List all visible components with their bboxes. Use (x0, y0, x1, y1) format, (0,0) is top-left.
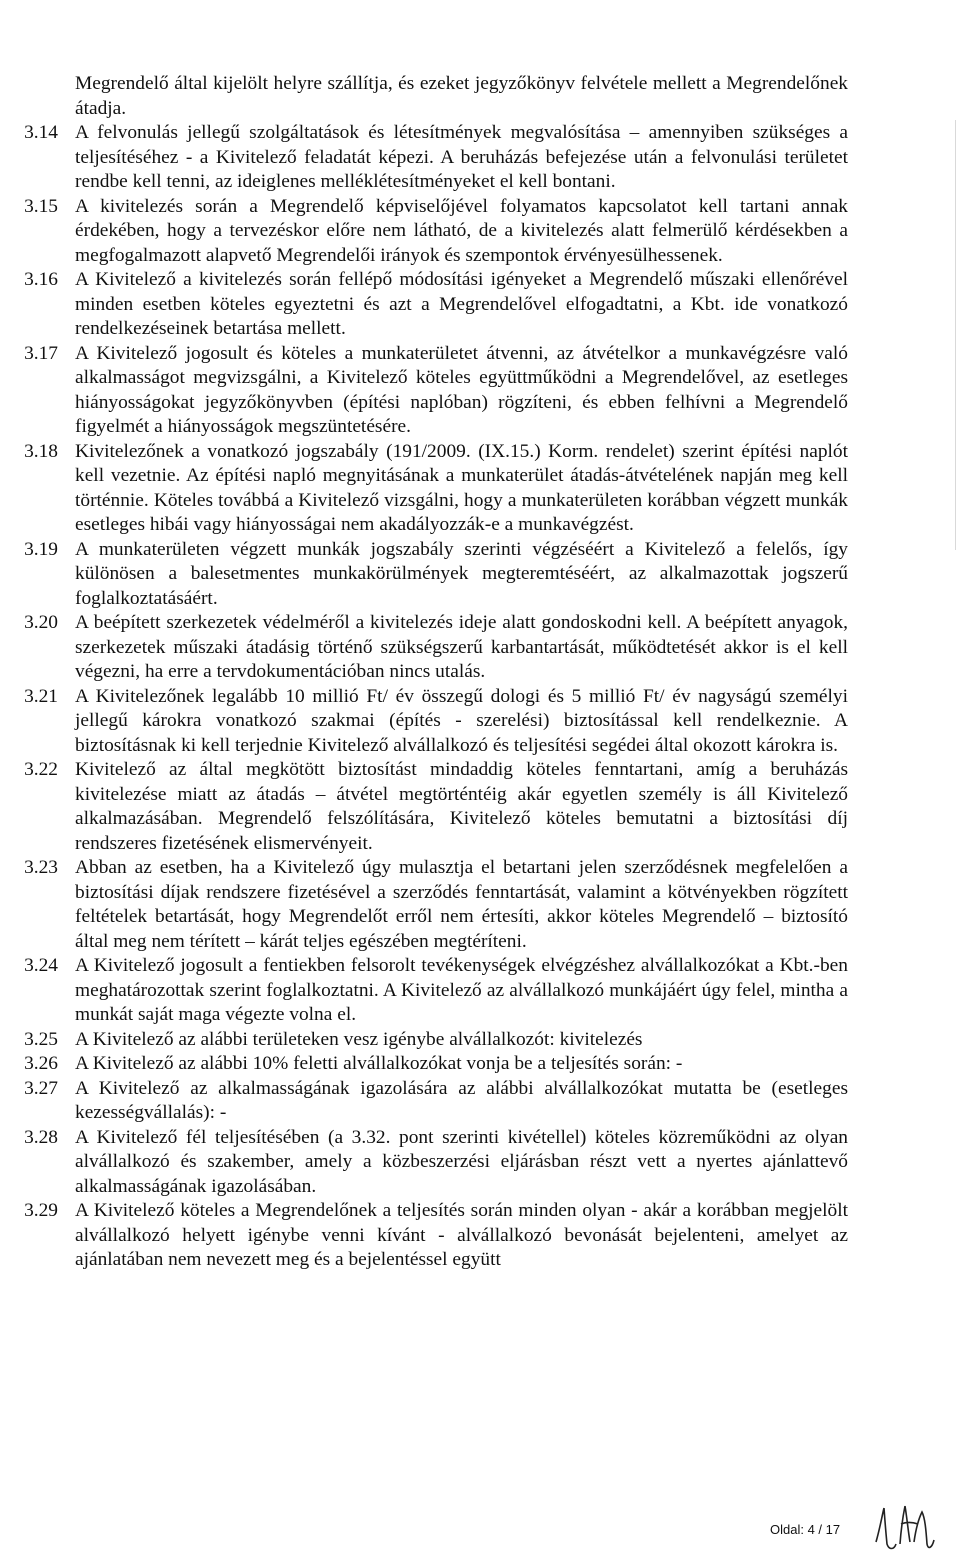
clause-item (18, 685, 848, 759)
clause-item (18, 954, 848, 1028)
clause-text: A Kivitelező jogosult a fentiekben felsorolt tevékenységek elvégzéshez alvállalkozókat a Kbt.-ben meghatározottak szerint foglalkoztatni. A Kivitelező az alvállalkozó munkájáért úgy felel, mintha a munkát saját maga végezte volna el. (75, 955, 848, 1025)
clause-item (18, 268, 848, 342)
clause-number: 3.15 (24, 195, 58, 217)
clause-item (18, 856, 848, 954)
clause-item (18, 1052, 848, 1077)
clause-item (18, 758, 848, 856)
clause-item (18, 611, 848, 685)
clause-item (18, 538, 848, 612)
page-number: Oldal: 4 / 17 (770, 1522, 841, 1537)
clause-number: 3.29 (24, 1200, 58, 1221)
clause-text: A Kivitelező a kivitelezés során fellépő módosítási igényeket a Megrendelő műszaki ellenőrével minden esetben köteles egyeztetni és azt a Megrendelővel elfogadtatni, a Kbt. ide vonatkozó rendelkezéseinek betartása mellett. (75, 269, 848, 339)
clause-item (18, 1199, 848, 1273)
clause-item (18, 121, 848, 195)
clause-number: 3.20 (24, 612, 58, 633)
clause-number: 3.26 (24, 1053, 58, 1074)
clause-number: 3.23 (24, 857, 58, 878)
clause-text: A Kivitelezőnek legalább 10 millió Ft/ év összegű dologi és 5 millió Ft/ év nagyságú személyi jellegű károkra vonatkozó szakmai (építés - szerelési) biztosítással kell rendelkeznie. A biztosításnak ki kell terjednie Kivitelező alvállalkozó és teljesítési segédei által okozott károkra is. (75, 685, 848, 756)
clause-item (18, 1077, 848, 1126)
clause-text: A kivitelezés során a Megrendelő képviselőjével folyamatos kapcsolatot kell tartani annak érdekében, hogy a tervezéskor előre nem látható, de a kivitelezés alatt felmerülő kérdésekben a megfogalmazott alapvető Megrendelői irányok és szempontok érvényesülhessenek. (75, 195, 848, 266)
document-body (18, 72, 848, 1273)
signature-initials (870, 1498, 940, 1558)
clause-number: 3.18 (24, 440, 58, 462)
clause-list (18, 121, 848, 1273)
intro-paragraph: Megrendelő által kijelölt helyre szállítja, és ezeket jegyzőkönyv felvétele mellett a Megrendelőnek átadja. (75, 73, 848, 119)
clause-text: Kivitelező az által megkötött biztosítást mindaddig köteles fenntartani, amíg a beruházás kivitelezése miatt az átadás – átvétel megtörténtéig akár egyetlen személy is áll Kivitelező alkalmazásában. Megrendelő felszólítására, Kivitelező köteles bemutatni a biztosítási díj rendszeres fizetésének elismervényeit. (75, 759, 848, 854)
clause-text: A Kivitelező köteles a Megrendelőnek a teljesítés során minden olyan - akár a korábban megjelölt alvállalkozó helyett igénybe venni kívánt - alvállalkozó bevonását bejelenteni, amelyet az ajánlatában nem nevezett meg és a bejelentéssel együtt (75, 1200, 848, 1270)
clause-text: Abban az esetben, ha a Kivitelező úgy mulasztja el betartani jelen szerződésnek megfelelően a biztosítási díjak rendszere fizetésével a szerződés fenntartását, valamint a kötvényekben rögzített feltételek betartását, hogy Megrendelőt erről nem értesíti, akkor köteles Megrendelő – biztosító által meg nem térített – kárát teljes egészében megtéríteni. (75, 857, 848, 952)
clause-text: A felvonulás jellegű szolgáltatások és létesítmények megvalósítása – amennyiben szükséges a teljesítéséhez - a Kivitelező feladatát képezi. A beruházás befejezése után a felvonulási területet rendbe kell tenni, az ideiglenes melléklétesítményeket el kell bontani. (75, 122, 848, 192)
clause-number: 3.14 (24, 122, 58, 143)
clause-number: 3.21 (24, 685, 58, 707)
clause-text: A munkaterületen végzett munkák jogszabály szerinti végzéséért a Kivitelező a felelős, így különösen a balesetmentes munkakörülmények megteremtéséért, az alkalmazottak jogszerű foglalkoztatásáért. (75, 538, 848, 609)
clause-number: 3.25 (24, 1028, 58, 1050)
clause-number: 3.22 (24, 759, 58, 780)
clause-item (18, 440, 848, 538)
clause-number: 3.19 (24, 538, 58, 560)
scan-edge-line (955, 120, 956, 550)
clause-text: A Kivitelező az alkalmasságának igazolására az alábbi alvállalkozókat mutatta be (esetleges kezességvállalás): - (75, 1077, 848, 1123)
clause-number: 3.17 (24, 342, 58, 364)
clause-text: A Kivitelező fél teljesítésében (a 3.32. pont szerinti kivétellel) köteles közreműködni az olyan alvállalkozó és szakember, amely a közbeszerzési eljárásban részt vett a nyertes ajánlattevő alkalmasságának igazolásában. (75, 1126, 848, 1197)
clause-text: Kivitelezőnek a vonatkozó jogszabály (191/2009. (IX.15.) Korm. rendelet) szerint építési naplót kell vezetnie. Az építési napló megnyitásának a munkaterület átadás-átvételének napján meg kell történnie. Köteles továbbá a Kivitelező vizsgálni, hogy a munkaterületen korábban végzett munkák esetleges hibái vagy hiányosságai nem akadályozzák-e a munkavégzést. (75, 440, 848, 535)
clause-number: 3.27 (24, 1077, 58, 1099)
clause-text: A Kivitelező az alábbi területeken vesz igénybe alvállalkozót: kivitelezés (75, 1028, 643, 1050)
clause-text: A Kivitelező az alábbi 10% feletti alvállalkozókat vonja be a teljesítés során: - (75, 1053, 683, 1074)
clause-item (18, 195, 848, 269)
clause-number: 3.28 (24, 1126, 58, 1148)
clause-item (18, 1126, 848, 1200)
clause-item (18, 342, 848, 440)
clause-text: A beépített szerkezetek védelméről a kivitelezés ideje alatt gondoskodni kell. A beépített anyagok, szerkezetek műszaki átadásig történő szükségszerű karbantartását, működtetését akkor is el kell végezni, ha erre a tervdokumentációban nincs utalás. (75, 612, 848, 682)
clause-item (18, 1028, 848, 1053)
clause-number: 3.24 (24, 955, 58, 976)
clause-text: A Kivitelező jogosult és köteles a munkaterületet átvenni, az átvételkor a munkavégzésre való alkalmasságot megvizsgálni, a Kivitelező köteles együttműködni a Megrendelővel, az esetleges hiányosságokat jegyzőkönyvben (építési naplóban) rögzíteni, és ebben felhívni a Megrendelő figyelmét a hiányosságok megszüntetésére. (75, 342, 848, 437)
clause-number: 3.16 (24, 269, 58, 290)
